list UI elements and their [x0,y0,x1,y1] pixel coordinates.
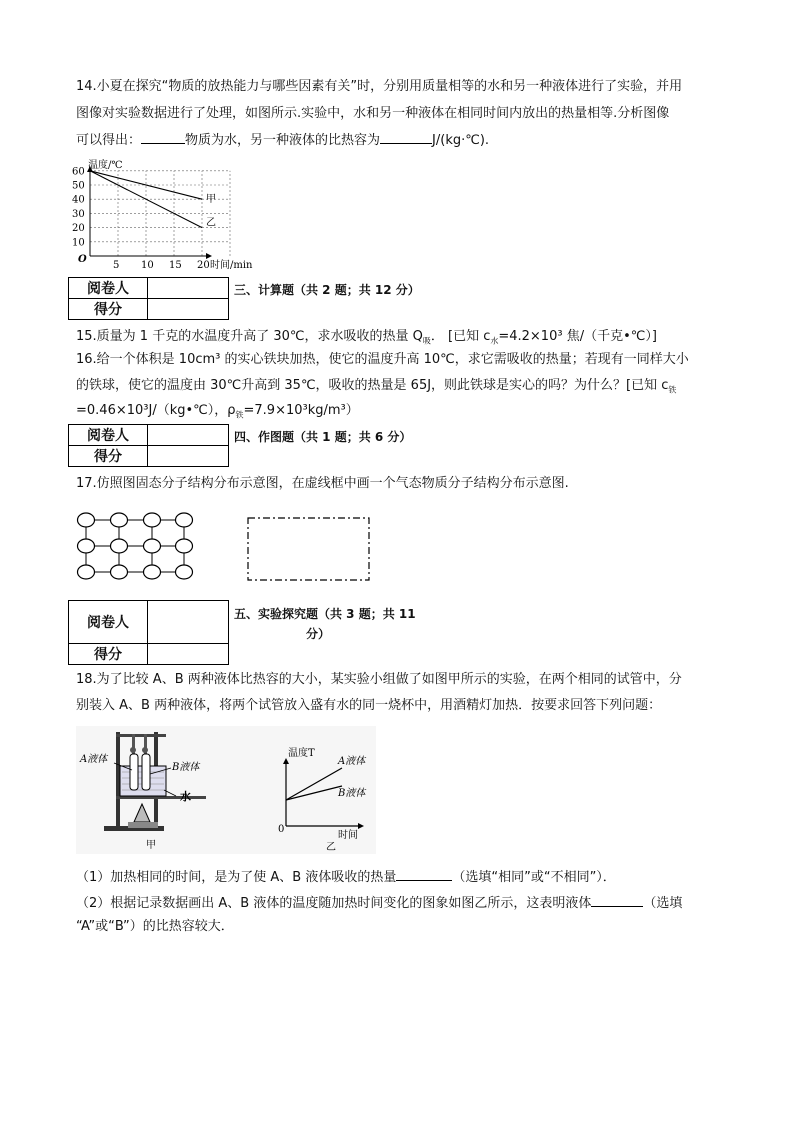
y-tick-label: 60 [72,166,85,178]
q18-sub2-b: （选填 [643,896,683,911]
q18-sub1 [76,864,616,891]
molecule [111,513,128,527]
q18-line1: 18.为了比较 A、B 两种液体比热容的大小，某实验小组做了如图甲所示的实验，在两个相同的试管中，分 [76,672,682,687]
reviewer-cell[interactable] [148,601,229,644]
score-label: 得分 [69,644,148,665]
q14-line1: 14.小夏在探究“物质的放热能力与哪些因素有关”时，分别用质量相等的水和另一种液体进行了实验，并用 [76,79,683,94]
score-label: 得分 [69,446,148,467]
q14-blank-1[interactable] [141,143,185,144]
y-tick-label: 30 [72,208,85,220]
reviewer-cell[interactable] [148,425,229,446]
score-box-3 [68,600,229,665]
section5-title-b: 分） [306,627,331,641]
section5-title-a: 五、实验探究题（共 3 题；共 11 [234,607,416,621]
x-axis-arrow [206,253,212,259]
chart-ylabel: 温度/℃ [88,160,123,171]
y-tick-label: 50 [72,180,85,192]
q14-line3-a: 可以得出： [76,133,142,148]
score-cell[interactable] [148,446,229,467]
q14-chart [70,156,270,272]
fig-jia-apparatus [76,726,376,854]
score-box-1 [68,277,229,320]
reviewer-cell[interactable] [148,278,229,299]
x-tick-label: 15 [169,260,182,271]
molecule [78,539,95,553]
section3-title: 三、计算题（共 2 题；共 12 分） [234,283,420,297]
q18-sub2-cont: “A”或“B”）的比热容较大． [76,919,234,934]
reviewer-label: 阅卷人 [69,425,148,446]
x-tick-label: 20 [197,260,210,271]
q15-sub-b: 水 [490,336,499,346]
chart-ticks [72,166,210,271]
q17-text: 17.仿照图固态分子结构分布示意图，在虚线框中画一个气态物质分子结构分布示意图. [76,476,569,491]
q18-line2: 别装入 A、B 两种液体，将两个试管放入盛有水的同一烧杯中，用酒精灯加热．按要求回答下列问题： [76,698,662,713]
q18-sub2-a: （2）根据记录数据画出 A、B 液体的温度随加热时间变化的图象如图乙所示，这表明液体 [76,896,592,911]
caption-yi: 乙 [326,842,336,853]
q14-line3 [76,127,489,154]
score-cell[interactable] [148,644,229,665]
molecule [78,513,95,527]
chart-origin: O [78,254,87,265]
fig-yi-line-a-label: A液体 [338,756,366,767]
fig-yi-origin: 0 [278,824,285,835]
series-label: 乙 [206,217,216,229]
score-label: 得分 [69,299,148,320]
label-a-liquid: A液体 [80,754,108,765]
q15-text-a: 15.质量为 1 千克的水温度升高了 30℃，求水吸收的热量 Q [76,329,423,344]
chart-axes [87,166,212,259]
caption-jia: 甲 [146,840,156,851]
section4-title: 四、作图题（共 1 题；共 6 分） [234,430,412,444]
fig-yi-line-b-label: B液体 [338,788,366,799]
y-tick-label: 10 [72,237,85,249]
x-tick-label: 10 [141,260,154,271]
q15-text-c: =4.2×10³ 焦/（千克•℃）] [498,329,657,344]
q16-line3-a: =0.46×10³J/（kg•℃），ρ [76,403,236,418]
q16-line3-sub: 铁 [235,410,244,420]
q15-text-b: ． [已知 c [430,329,491,344]
q14-line3-c: J/(kg·℃). [432,133,490,148]
molecule [144,539,161,553]
chart-grid [90,171,230,256]
molecule [144,513,161,527]
fig-yi-ylabel: 温度T [288,748,315,759]
q18-sub1-a: （1）加热相同的时间，是为了使 A、B 液体吸收的热量 [76,870,397,885]
label-b-liquid: B液体 [172,762,200,773]
score-box-2 [68,424,229,467]
chart-xlabel: 时间/min [210,260,253,271]
q16-line2-sub: 铁 [668,385,677,395]
q18-sub1-b: （选填“相同”或“不相同”）． [452,870,616,885]
score-cell[interactable] [148,299,229,320]
y-tick-label: 40 [72,194,85,206]
series-label: 甲 [206,194,216,206]
q14-blank-2[interactable] [380,143,432,144]
q18-blank-2[interactable] [591,906,643,907]
solid-molecule-diagram [76,510,196,582]
y-tick-label: 20 [72,223,85,235]
q16-line3-b: =7.9×10³kg/m³） [243,403,359,418]
q16-line1: 16.给一个体积是 10cm³ 的实心铁块加热，使它的温度升高 10℃，求它需吸收的热量；若现有一同样大小 [76,352,689,367]
q14-line2: 图像对实验数据进行了处理，如图所示.实验中，水和另一种液体在相同时间内放出的热量相等.分析图像 [76,106,670,121]
molecule [176,539,193,553]
gas-drawing-box[interactable] [246,516,372,582]
chart-series [90,171,216,229]
q16-line2-a: 的铁球，使它的温度由 30℃升高到 35℃，吸收的热量是 65J，则此铁球是实心的吗？为什么？[已知 c [76,378,669,393]
label-water: 水 [180,790,191,803]
molecule [78,565,95,579]
molecule [144,565,161,579]
molecule [111,565,128,579]
fig-yi-xlabel: 时间 [338,830,358,841]
molecule [176,513,193,527]
q14-line3-b: 物质为水，另一种液体的比热容为 [185,133,381,148]
q18-blank-1[interactable] [396,880,452,881]
q15-sub-a: 吸 [422,336,431,346]
x-tick-label: 5 [113,260,120,271]
molecule [176,565,193,579]
reviewer-label: 阅卷人 [69,278,148,299]
reviewer-label: 阅卷人 [69,601,148,644]
molecule [111,539,128,553]
